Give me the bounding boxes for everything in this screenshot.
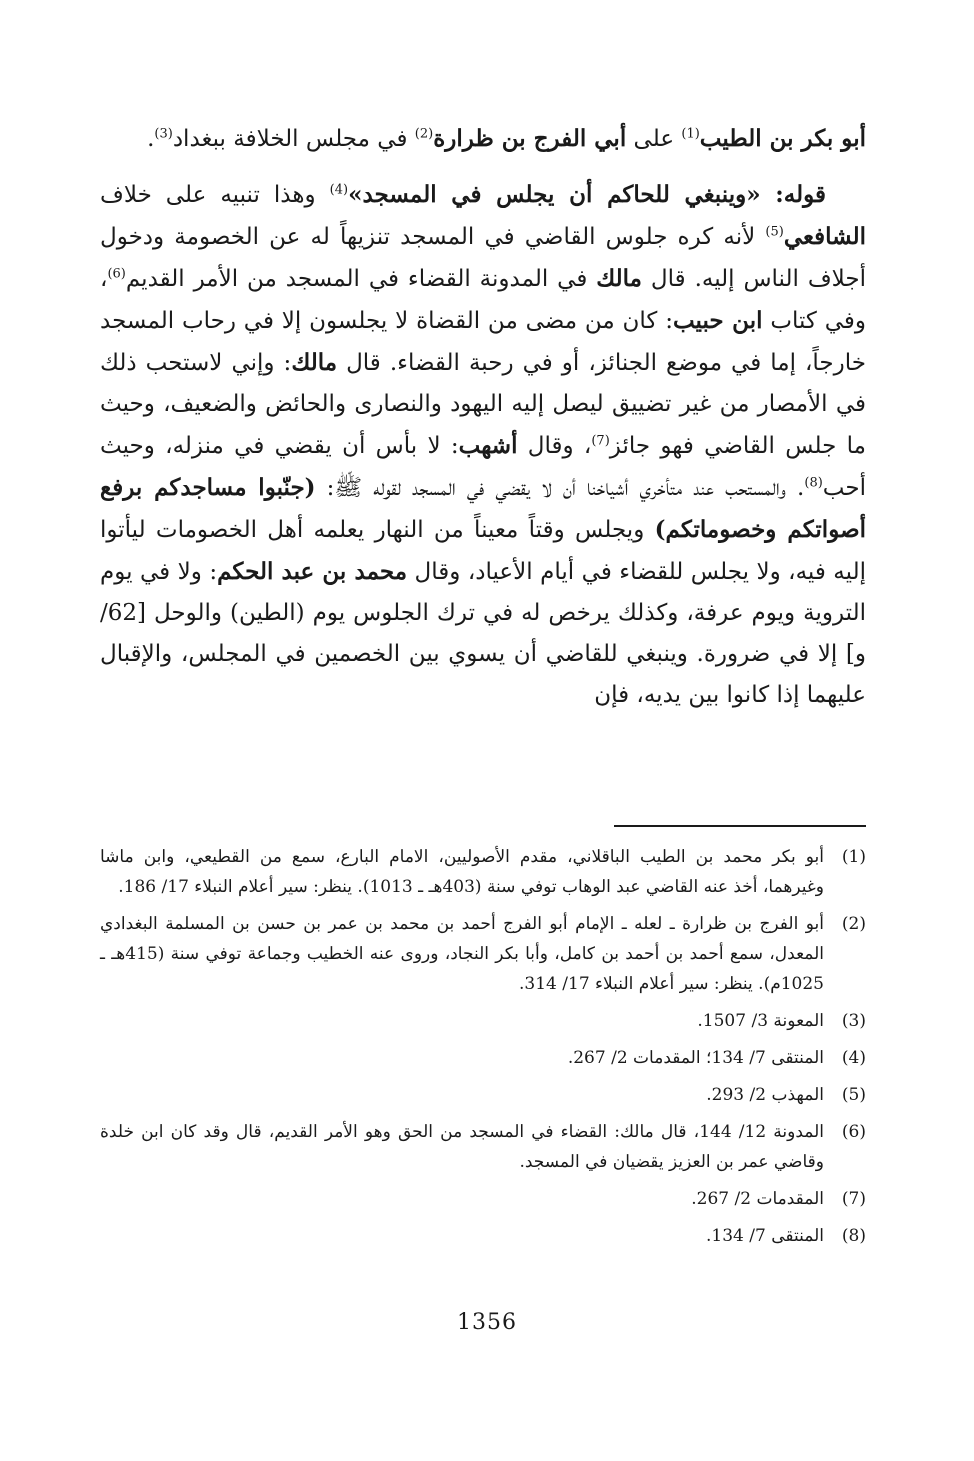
footnote-text: المنتقى 7/ 134؛ المقدمات 2/ 267. xyxy=(567,1048,824,1068)
text-run: على xyxy=(626,126,682,152)
footnote xyxy=(100,1184,866,1214)
footnote-number: (2) xyxy=(841,914,866,934)
footnote-ref: (7) xyxy=(591,433,610,449)
text-run: ، وقال xyxy=(517,433,592,459)
footnote-text: المهذب 2/ 293. xyxy=(706,1085,824,1105)
text-run: ويجلس وقتاً معيناً من النهار يعلمه أهل الخصومات ليأتوا إليه فيه، ولا يجلس للقضاء في أيام الأعياد، وقال xyxy=(100,517,866,585)
footnote-ref: (3) xyxy=(154,126,173,142)
footnote-text: المنتقى 7/ 134. xyxy=(706,1226,824,1246)
footnote xyxy=(100,1006,866,1036)
text-run: في مجلس الخلافة ببغداد xyxy=(172,126,415,152)
footnote xyxy=(100,1043,866,1073)
text-run: محمد بن عبد الحكم xyxy=(217,558,408,585)
footnote-text: أبو بكر محمد بن الطيب الباقلاني، مقدم الأصوليين، الامام البارع، سمع من القطيعي، وابن ماشا وغيرهما، أخذ عنه القاضي عبد الوهاب توفي سنة (403هـ ـ 1013). ينظر: سير أعلام النبلاء 17/ 186. xyxy=(100,847,824,897)
text-run: . xyxy=(147,126,155,152)
footnote xyxy=(100,1221,866,1251)
footnote xyxy=(100,1080,866,1110)
text-run: في المدونة القضاء في المسجد من الأمر القديم xyxy=(125,266,597,292)
footnote xyxy=(100,842,866,902)
text-run: قوله: «وينبغي للحاكم أن يجلس في المسجد» xyxy=(348,181,826,208)
footnote-ref: (1) xyxy=(681,126,700,142)
page-number: 1356 xyxy=(457,1310,517,1335)
footnote-ref: (2) xyxy=(414,126,434,142)
text-run: : وإني لاستحب ذلك في الأمصار من غير تضييق ليصل إليه اليهود والنصارى والحائض والضعيف، وحيث ما جلس القاضي فهو جائز xyxy=(100,350,867,459)
text-run: ابن حبيب xyxy=(672,307,763,334)
main-text xyxy=(100,118,866,716)
footnote-number: (4) xyxy=(841,1048,866,1068)
footnote-text: المدونة 12/ 144، قال مالك: القضاء في المسجد من الحق وهو الأمر القديم، قال وقد كان ابن خلدة وقاضي عمر بن العزيز يقضيان في المسجد. xyxy=(100,1122,825,1172)
footnote xyxy=(100,1117,866,1177)
text-run: : ولا في يوم التروية ويوم عرفة، وكذلك يرخص له في ترك الجلوس يوم (الطين) والوحل [62/و] إلا في ضرورة. وينبغي للقاضي أن يسوي بين الخصمين في المجلس، والإقبال عليهما إذا كانوا بين يديه، فإن xyxy=(100,559,866,708)
text-run: مالك xyxy=(291,349,338,376)
text-run: : كان من مضى من القضاة لا يجلسون إلا في رحاب المسجد خارجاً، إما في موضع الجنائز، أو في رحبة القضاء. قال xyxy=(100,308,866,376)
text-run: ، وفي كتاب xyxy=(100,266,866,334)
text-run: مالك xyxy=(596,265,643,292)
text-run: : لا بأس أن يقضي في منزله، وحيث أحب xyxy=(100,433,866,501)
text-run: وهذا تنبيه على خلاف xyxy=(100,182,330,208)
footnote-text: المعونة 3/ 1507. xyxy=(697,1011,824,1031)
text-run: (جنّبوا مساجدكم برفع أصواتكم وخصوماتكم) xyxy=(100,474,866,543)
text-run: الشافعي xyxy=(783,223,866,250)
footnote-ref: (4) xyxy=(329,182,349,198)
footnote-ref: (8) xyxy=(804,475,823,491)
text-run: أبي الفرج بن ظرارة xyxy=(433,125,627,152)
footnote-ref: (5) xyxy=(765,224,784,240)
paragraph-2 xyxy=(100,174,866,716)
text-run: . والمستحب عند متأخري أشياخنا أن لا يقضي في المسجد لقوله ﷺ: xyxy=(315,475,805,501)
footnote-number: (6) xyxy=(841,1122,866,1142)
paragraph-1 xyxy=(100,118,866,160)
text-run: أشهب xyxy=(458,432,518,459)
footnote-number: (7) xyxy=(841,1189,866,1209)
footnote-number: (3) xyxy=(841,1011,866,1031)
footnote-number: (8) xyxy=(841,1226,866,1246)
footnote-number: (5) xyxy=(841,1085,866,1105)
footnote xyxy=(100,909,866,999)
text-run: لأنه كره جلوس القاضي في المسجد تنزيهاً له عن الخصومة ودخول أجلاف الناس إليه. قال xyxy=(100,224,866,292)
text-run: أبو بكر بن الطيب xyxy=(699,125,866,152)
footnote-ref: (6) xyxy=(107,266,126,282)
footnotes xyxy=(100,842,866,1258)
footnote-text: أبو الفرج بن ظرارة ـ لعله ـ الإمام أبو الفرج أحمد بن محمد بن عمر بن حسن بن المسلمة البغدادي المعدل، سمع أحمد بن أحمد بن كامل، وأبا بكر النجاد، وروى عنه الخطيب وجماعة توفي سنة (415هـ ـ 1025م). ينظر: سير أعلام النبلاء 17/ 314. xyxy=(100,914,824,994)
footnote-number: (1) xyxy=(841,847,866,867)
footnote-text: المقدمات 2/ 267. xyxy=(691,1189,824,1209)
footnote-separator xyxy=(614,825,866,827)
